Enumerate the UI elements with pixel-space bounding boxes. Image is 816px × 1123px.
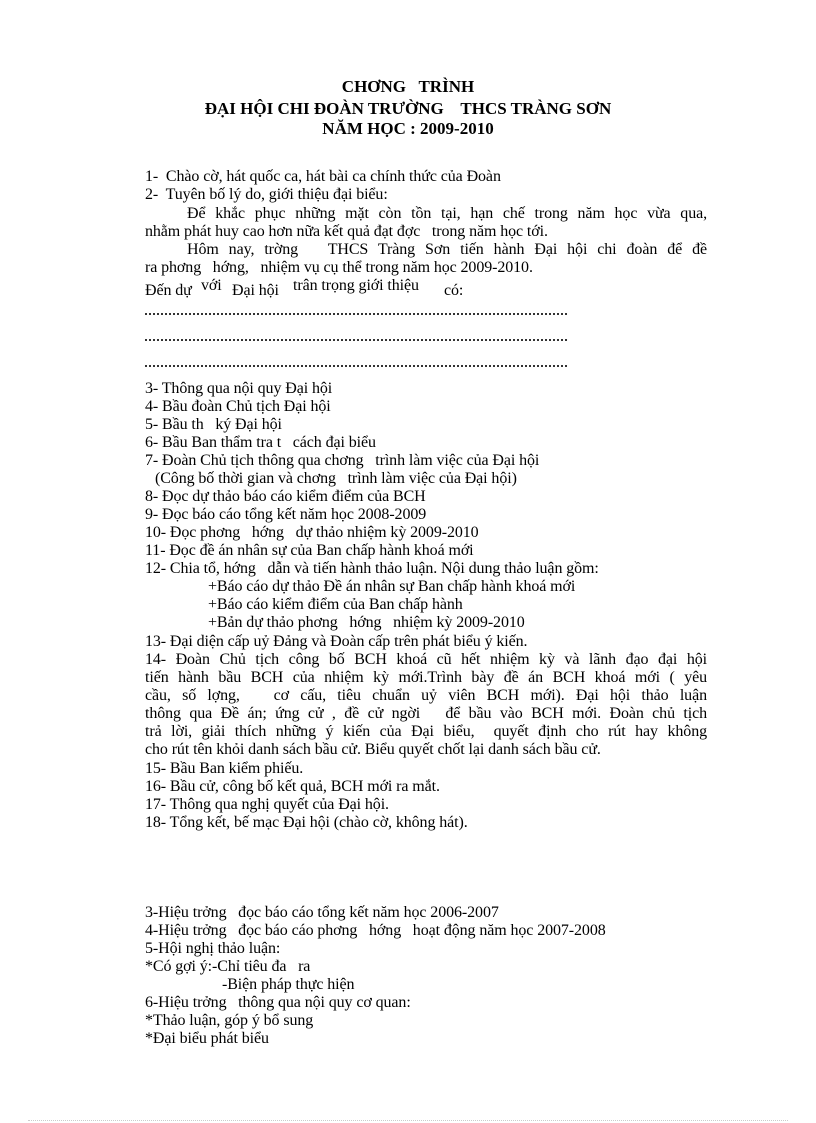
item-14: 14- Đoàn Chủ tịch công bố BCH khoá cũ hết nhiệm kỳ và lãnh đạo đại hội xyxy=(145,651,707,668)
extra-item: 3-Hiệu trởng đọc báo cáo tổng kết năm học 2006-2007 xyxy=(145,904,499,921)
school-year-title: NĂM HỌC : 2009-2010 xyxy=(322,119,494,138)
extra-item: *Đại biểu phát biểu xyxy=(145,1030,269,1047)
item-7-note: (Công bố thời gian và chơng trình làm việc của Đại hội) xyxy=(155,470,517,487)
item-3: 3- Thông qua nội quy Đại hội xyxy=(145,380,333,397)
intro-text: Đến dự xyxy=(145,282,192,299)
intro-text: có: xyxy=(444,282,464,299)
item-6: 6- Bầu Ban thẩm tra t cách đại biểu xyxy=(145,434,376,451)
paragraph-line: ra phơng hớng, nhiệm vụ cụ thể trong năm học 2009-2010. xyxy=(145,259,533,276)
paragraph-line: trả lời, giải thích những ý kiến của Đại biểu, quyết định cho rút hay không xyxy=(145,723,707,740)
item-1: 1- Chào cờ, hát quốc ca, hát bài ca chính thức của Đoàn xyxy=(145,168,501,185)
item-13: 13- Đại diện cấp uỷ Đảng và Đoàn cấp trên phát biểu ý kiến. xyxy=(145,633,528,650)
extra-item: *Có gợi ý:-Chỉ tiêu đa ra xyxy=(145,958,311,975)
extra-item: *Thảo luận, góp ý bổ sung xyxy=(145,1012,314,1029)
dotted-fill-line xyxy=(145,313,567,315)
item-12: 12- Chia tổ, hớng dẫn và tiến hành thảo luận. Nội dung thảo luận gồm: xyxy=(145,560,599,577)
extra-item: 4-Hiệu trởng đọc báo cáo phơng hớng hoạt động năm học 2007-2008 xyxy=(145,922,606,939)
item-18: 18- Tổng kết, bế mạc Đại hội (chào cờ, không hát). xyxy=(145,814,468,831)
sub-item: +Báo cáo dự thảo Đề án nhân sự Ban chấp hành khoá mới xyxy=(208,578,576,595)
program-title: CHƠNG TRÌNH xyxy=(341,77,475,96)
intro-text: trân trọng giới thiệu xyxy=(293,277,419,294)
paragraph-line: Hôm nay, trờng THCS Tràng Sơn tiến hành Đại hội chi đoàn để đề xyxy=(187,241,707,258)
extra-item: 5-Hội nghị thảo luận: xyxy=(145,940,281,957)
item-2: 2- Tuyên bố lý do, giới thiệu đại biểu: xyxy=(145,186,388,203)
intro-text: với xyxy=(201,277,222,294)
item-4: 4- Bầu đoàn Chủ tịch Đại hội xyxy=(145,398,331,415)
item-9: 9- Đọc báo cáo tổng kết năm học 2008-2009 xyxy=(145,506,427,523)
extra-item: -Biện pháp thực hiện xyxy=(222,976,355,993)
intro-text: Đại hội xyxy=(232,282,279,299)
dotted-fill-line xyxy=(145,365,567,367)
item-16: 16- Bầu cử, công bố kết quả, BCH mới ra mắt. xyxy=(145,778,440,795)
congress-title: ĐẠI HỘI CHI ĐOÀN TRƯỜNG THCS TRÀNG SƠN xyxy=(204,99,612,118)
item-17: 17- Thông qua nghị quyết của Đại hội. xyxy=(145,796,389,813)
item-15: 15- Bầu Ban kiểm phiếu. xyxy=(145,760,304,777)
dotted-fill-line xyxy=(145,339,567,341)
item-10: 10- Đọc phơng hớng dự thảo nhiệm kỳ 2009-2010 xyxy=(145,524,479,541)
sub-item: +Báo cáo kiểm điểm của Ban chấp hành xyxy=(208,596,463,613)
paragraph-line: thông qua Đề án; ứng cử , đề cử ngời để bầu vào BCH mới. Đoàn chủ tịch xyxy=(145,705,707,722)
item-11: 11- Đọc đề án nhân sự của Ban chấp hành khoá mới xyxy=(145,542,474,559)
page-bottom-border xyxy=(28,1120,788,1121)
extra-item: 6-Hiệu trởng thông qua nội quy cơ quan: xyxy=(145,994,411,1011)
paragraph-line: nhằm phát huy cao hơn nữa kết quả đạt đợc trong năm học tới. xyxy=(145,223,548,240)
paragraph-line: tiến hành bầu BCH của nhiệm kỳ mới.Trình bày đề án BCH khoá mới ( yêu xyxy=(145,669,707,686)
paragraph-line: cho rút tên khỏi danh sách bầu cử. Biểu quyết chốt lại danh sách bầu cử. xyxy=(145,741,601,758)
paragraph-line: cầu, số lợng, cơ cấu, tiêu chuẩn uỷ viên BCH mới). Đại hội thảo luận xyxy=(145,687,707,704)
paragraph-line: Để khắc phục những mặt còn tồn tại, hạn chế trong năm học vừa qua, xyxy=(187,205,707,222)
sub-item: +Bản dự thảo phơng hớng nhiệm kỳ 2009-2010 xyxy=(208,614,525,631)
item-7: 7- Đoàn Chủ tịch thông qua chơng trình làm việc của Đại hội xyxy=(145,452,540,469)
item-8: 8- Đọc dự thảo báo cáo kiểm điểm của BCH xyxy=(145,488,426,505)
item-5: 5- Bầu th ký Đại hội xyxy=(145,416,282,433)
